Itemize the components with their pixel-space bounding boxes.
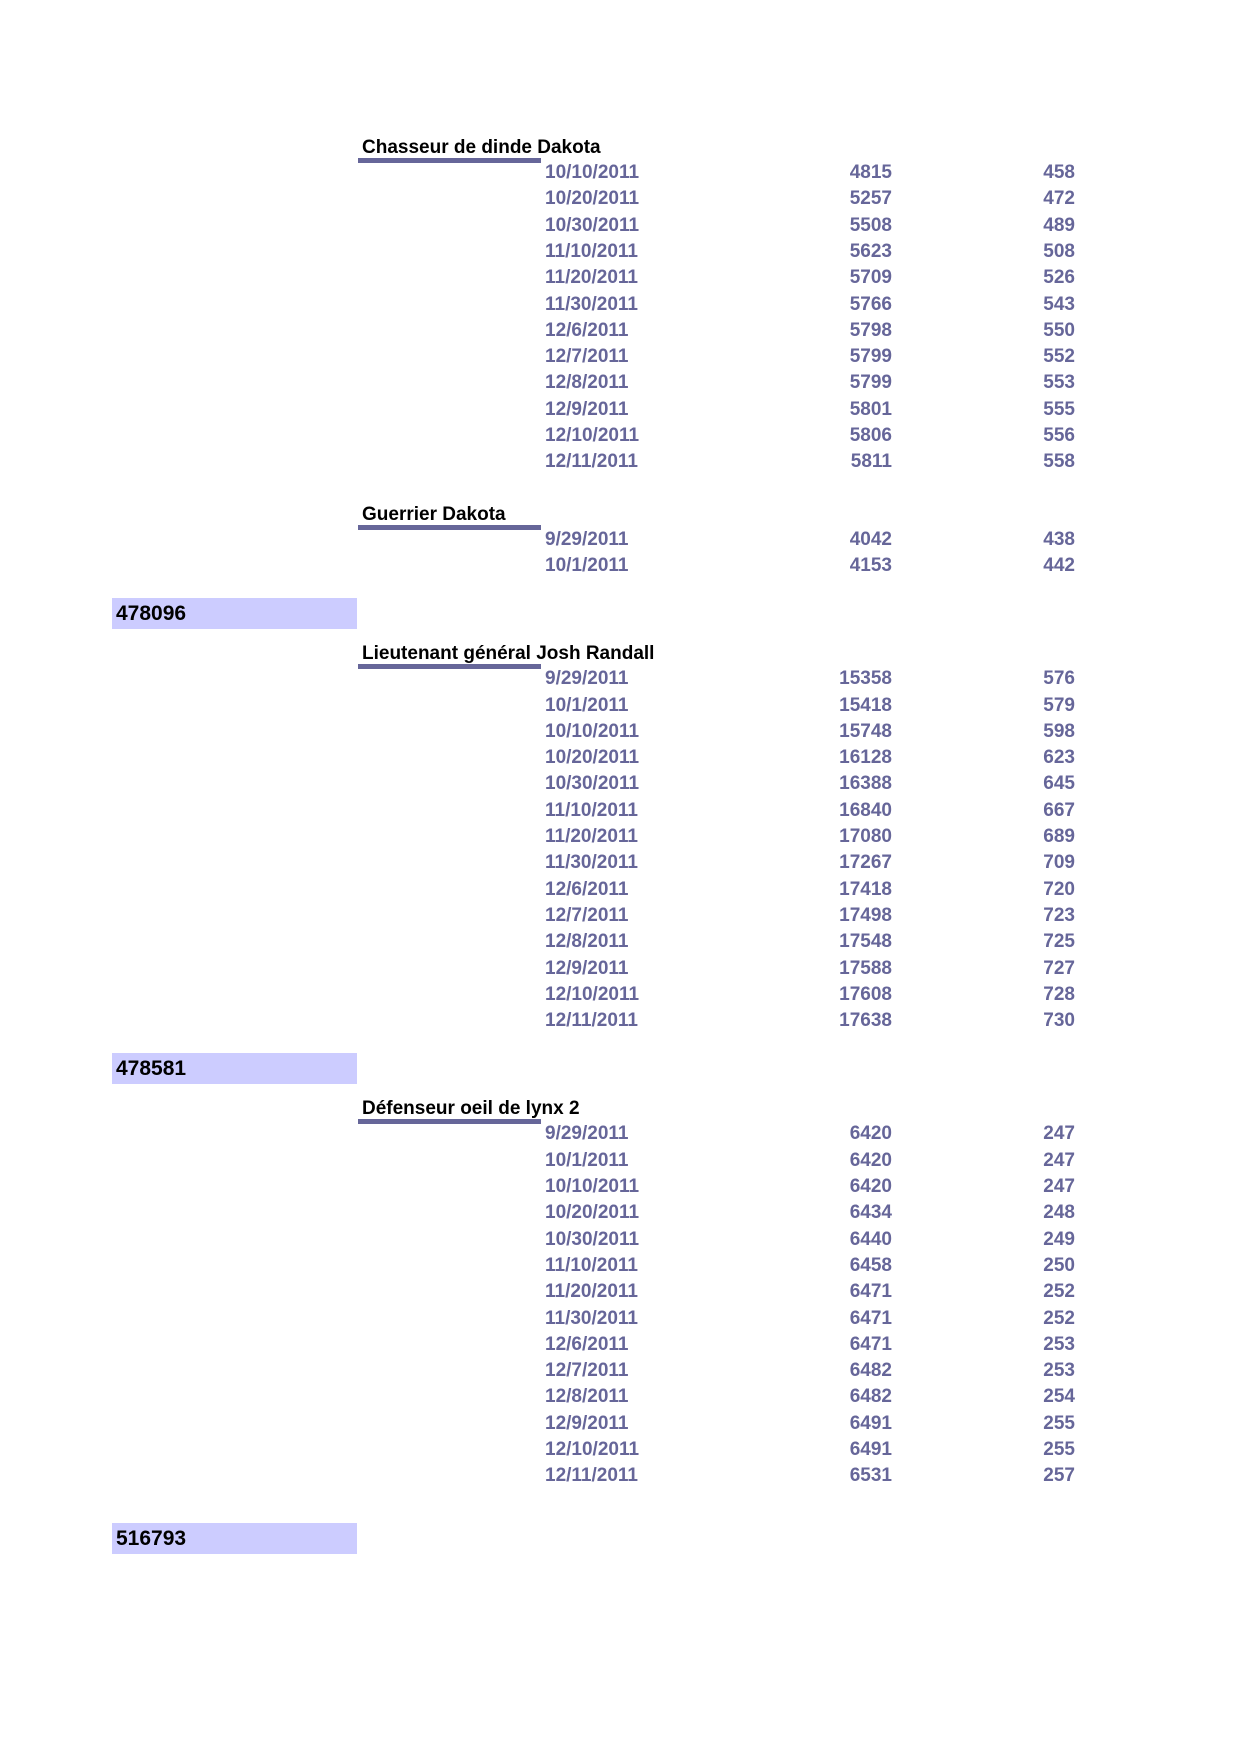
group-title: Lieutenant général Josh Randall xyxy=(362,643,655,665)
table-row xyxy=(0,956,1241,982)
value-cell: 5623 xyxy=(849,240,892,262)
table-row xyxy=(0,1227,1241,1253)
count-cell: 720 xyxy=(1043,878,1075,900)
table-row xyxy=(0,1121,1241,1147)
table-row xyxy=(0,160,1241,186)
count-cell: 730 xyxy=(1043,1010,1075,1032)
value-cell: 5799 xyxy=(849,346,892,368)
date-cell: 10/1/2011 xyxy=(545,1149,629,1171)
date-cell: 12/9/2011 xyxy=(545,398,629,420)
table-row xyxy=(0,745,1241,771)
count-cell: 252 xyxy=(1043,1307,1075,1329)
date-cell: 12/6/2011 xyxy=(545,1333,629,1355)
count-cell: 552 xyxy=(1043,346,1075,368)
table-row xyxy=(0,850,1241,876)
table-row xyxy=(0,1437,1241,1463)
count-cell: 689 xyxy=(1043,826,1075,847)
table-row xyxy=(0,1148,1241,1174)
value-cell: 6440 xyxy=(849,1228,892,1250)
value-cell: 17267 xyxy=(839,852,892,874)
count-cell: 526 xyxy=(1043,267,1075,289)
value-cell: 5811 xyxy=(850,451,892,473)
date-cell: 11/10/2011 xyxy=(545,240,638,262)
table-row xyxy=(0,344,1241,370)
record-id-cell: 478581 xyxy=(112,1053,357,1084)
table-row xyxy=(0,798,1241,824)
value-cell: 6434 xyxy=(849,1202,892,1224)
value-cell: 16840 xyxy=(839,799,892,821)
count-cell: 598 xyxy=(1043,720,1075,742)
date-cell: 12/6/2011 xyxy=(545,319,629,341)
table-row xyxy=(0,1411,1241,1437)
table-row xyxy=(0,771,1241,797)
group-title: Guerrier Dakota xyxy=(362,503,506,525)
table-row xyxy=(0,1200,1241,1226)
group-title: Défenseur oeil de lynx 2 xyxy=(362,1098,580,1120)
table-row xyxy=(0,1332,1241,1358)
table-row xyxy=(0,1463,1241,1489)
table-row xyxy=(0,929,1241,955)
value-cell: 17588 xyxy=(839,957,892,979)
date-cell: 10/20/2011 xyxy=(545,747,640,769)
date-cell: 10/1/2011 xyxy=(545,694,629,716)
group-title: Chasseur de dinde Dakota xyxy=(362,137,601,158)
table-row xyxy=(0,239,1241,265)
count-cell: 727 xyxy=(1043,957,1075,979)
value-cell: 15358 xyxy=(839,668,892,690)
date-cell: 12/10/2011 xyxy=(545,425,640,446)
table-row xyxy=(0,1358,1241,1384)
count-cell: 248 xyxy=(1043,1202,1075,1224)
table-row xyxy=(0,370,1241,396)
count-cell: 472 xyxy=(1043,188,1075,210)
date-cell: 9/29/2011 xyxy=(545,1123,629,1145)
table-row xyxy=(0,397,1241,423)
value-cell: 6471 xyxy=(849,1307,892,1329)
count-cell: 438 xyxy=(1043,528,1075,550)
count-cell: 555 xyxy=(1043,398,1075,420)
count-cell: 458 xyxy=(1043,162,1075,183)
table-row xyxy=(0,719,1241,745)
value-cell: 5806 xyxy=(849,425,892,446)
date-cell: 10/10/2011 xyxy=(545,720,640,742)
date-cell: 12/11/2011 xyxy=(545,1010,638,1032)
table-row xyxy=(0,666,1241,692)
count-cell: 709 xyxy=(1043,852,1075,874)
date-cell: 10/30/2011 xyxy=(545,1228,640,1250)
value-cell: 5766 xyxy=(849,293,892,315)
count-cell: 723 xyxy=(1043,904,1075,926)
value-cell: 16128 xyxy=(839,747,892,769)
date-cell: 11/10/2011 xyxy=(545,799,638,821)
value-cell: 6491 xyxy=(849,1412,892,1434)
value-cell: 17608 xyxy=(839,983,892,1005)
table-row xyxy=(0,292,1241,318)
table-row xyxy=(0,423,1241,449)
value-cell: 5801 xyxy=(849,398,892,420)
date-cell: 12/9/2011 xyxy=(545,957,629,979)
count-cell: 255 xyxy=(1043,1439,1075,1460)
value-cell: 15748 xyxy=(839,720,892,742)
record-id-cell: 478096 xyxy=(112,598,357,629)
date-cell: 11/30/2011 xyxy=(545,852,638,874)
count-cell: 255 xyxy=(1043,1412,1075,1434)
date-cell: 10/10/2011 xyxy=(545,162,640,183)
count-cell: 579 xyxy=(1043,694,1075,716)
count-cell: 667 xyxy=(1043,799,1075,821)
date-cell: 10/1/2011 xyxy=(545,554,629,576)
value-cell: 6531 xyxy=(849,1465,892,1487)
date-cell: 12/10/2011 xyxy=(545,983,640,1005)
count-cell: 725 xyxy=(1043,931,1075,953)
date-cell: 12/8/2011 xyxy=(545,1386,629,1408)
value-cell: 6420 xyxy=(849,1149,892,1171)
date-cell: 12/7/2011 xyxy=(545,904,629,926)
value-cell: 6420 xyxy=(849,1123,892,1145)
count-cell: 442 xyxy=(1043,554,1075,576)
value-cell: 17498 xyxy=(839,904,892,926)
value-cell: 6420 xyxy=(849,1176,892,1197)
table-row xyxy=(0,982,1241,1008)
table-row xyxy=(0,449,1241,475)
count-cell: 247 xyxy=(1043,1123,1075,1145)
value-cell: 4153 xyxy=(849,554,892,576)
value-cell: 6491 xyxy=(849,1439,892,1460)
count-cell: 550 xyxy=(1043,319,1075,341)
value-cell: 15418 xyxy=(839,694,892,716)
date-cell: 12/11/2011 xyxy=(545,451,638,473)
count-cell: 645 xyxy=(1043,773,1075,795)
count-cell: 558 xyxy=(1043,451,1075,473)
count-cell: 556 xyxy=(1043,425,1075,446)
value-cell: 17418 xyxy=(839,878,892,900)
count-cell: 250 xyxy=(1043,1254,1075,1276)
count-cell: 252 xyxy=(1043,1281,1075,1303)
table-row xyxy=(0,1174,1241,1200)
record-id-cell: 516793 xyxy=(112,1523,357,1554)
count-cell: 489 xyxy=(1043,214,1075,236)
count-cell: 249 xyxy=(1043,1228,1075,1250)
date-cell: 11/20/2011 xyxy=(545,1281,638,1303)
value-cell: 17638 xyxy=(839,1010,892,1032)
date-cell: 12/9/2011 xyxy=(545,1412,629,1434)
table-row xyxy=(0,693,1241,719)
date-cell: 12/8/2011 xyxy=(545,931,629,953)
table-row xyxy=(0,824,1241,850)
value-cell: 4815 xyxy=(849,162,892,183)
date-cell: 10/30/2011 xyxy=(545,773,640,795)
count-cell: 553 xyxy=(1043,372,1075,394)
date-cell: 9/29/2011 xyxy=(545,668,629,690)
date-cell: 9/29/2011 xyxy=(545,528,629,550)
table-row xyxy=(0,553,1241,579)
value-cell: 6482 xyxy=(849,1386,892,1408)
table-row xyxy=(0,527,1241,553)
count-cell: 253 xyxy=(1043,1333,1075,1355)
value-cell: 16388 xyxy=(839,773,892,795)
date-cell: 10/30/2011 xyxy=(545,214,640,236)
table-row xyxy=(0,877,1241,903)
date-cell: 10/10/2011 xyxy=(545,1176,640,1197)
date-cell: 12/6/2011 xyxy=(545,878,629,900)
table-row xyxy=(0,1253,1241,1279)
date-cell: 12/11/2011 xyxy=(545,1465,638,1487)
count-cell: 247 xyxy=(1043,1149,1075,1171)
date-cell: 11/20/2011 xyxy=(545,267,638,289)
count-cell: 543 xyxy=(1043,293,1075,315)
date-cell: 11/10/2011 xyxy=(545,1254,638,1276)
table-row xyxy=(0,1306,1241,1332)
date-cell: 11/30/2011 xyxy=(545,1307,638,1329)
value-cell: 5508 xyxy=(849,214,892,236)
table-row xyxy=(0,903,1241,929)
date-cell: 11/30/2011 xyxy=(545,293,638,315)
table-row xyxy=(0,1279,1241,1305)
count-cell: 247 xyxy=(1043,1176,1075,1197)
date-cell: 12/7/2011 xyxy=(545,346,629,368)
table-row xyxy=(0,265,1241,291)
value-cell: 5257 xyxy=(849,188,892,210)
value-cell: 17080 xyxy=(839,826,892,847)
date-cell: 11/20/2011 xyxy=(545,826,638,847)
date-cell: 10/20/2011 xyxy=(545,1202,640,1224)
count-cell: 253 xyxy=(1043,1360,1075,1382)
count-cell: 623 xyxy=(1043,747,1075,769)
value-cell: 4042 xyxy=(849,528,892,550)
date-cell: 10/20/2011 xyxy=(545,188,640,210)
value-cell: 6458 xyxy=(849,1254,892,1276)
value-cell: 6471 xyxy=(849,1333,892,1355)
date-cell: 12/8/2011 xyxy=(545,372,629,394)
value-cell: 5709 xyxy=(849,267,892,289)
value-cell: 17548 xyxy=(839,931,892,953)
table-row xyxy=(0,318,1241,344)
count-cell: 508 xyxy=(1043,240,1075,262)
date-cell: 12/10/2011 xyxy=(545,1439,640,1460)
date-cell: 12/7/2011 xyxy=(545,1360,629,1382)
value-cell: 5798 xyxy=(849,319,892,341)
table-row xyxy=(0,213,1241,239)
count-cell: 728 xyxy=(1043,983,1075,1005)
table-row xyxy=(0,1384,1241,1410)
table-row xyxy=(0,186,1241,212)
count-cell: 254 xyxy=(1043,1386,1075,1408)
value-cell: 5799 xyxy=(849,372,892,394)
count-cell: 257 xyxy=(1043,1465,1075,1487)
value-cell: 6471 xyxy=(849,1281,892,1303)
count-cell: 576 xyxy=(1043,668,1075,690)
table-row xyxy=(0,1008,1241,1034)
value-cell: 6482 xyxy=(849,1360,892,1382)
